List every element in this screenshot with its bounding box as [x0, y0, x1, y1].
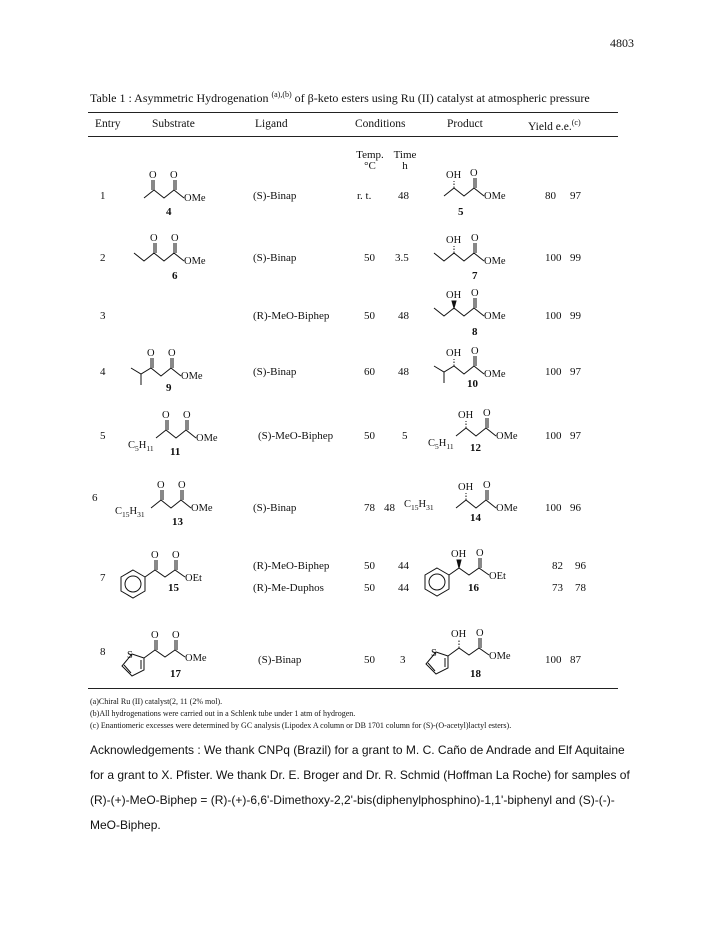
page-number: 4803 — [610, 36, 634, 50]
ee-4: 97 — [570, 366, 581, 378]
caption-prefix: Table 1 : Asymmetric Hydrogenation — [90, 91, 272, 105]
temp-6: 78 — [364, 502, 375, 514]
svg-text:O: O — [162, 410, 170, 421]
product-5-structure — [438, 168, 518, 208]
subheader-time: Time h — [393, 149, 417, 172]
entry-2: 2 — [100, 252, 106, 264]
svg-text:OH: OH — [446, 170, 462, 181]
ee-3: 99 — [570, 310, 581, 322]
svg-text:O: O — [476, 628, 484, 639]
svg-text:OMe: OMe — [484, 311, 506, 322]
product-8-structure — [428, 288, 518, 328]
svg-text:OMe: OMe — [184, 193, 206, 204]
substrate-9-number: 9 — [166, 382, 172, 394]
caption-suffix: of β-keto esters using Ru (II) catalyst at atmospheric pressure — [291, 91, 590, 105]
product-12-number: 12 — [470, 442, 481, 454]
time-7b: 44 — [398, 582, 409, 594]
yield-7b: 73 — [552, 582, 563, 594]
substrate-6-number: 6 — [172, 270, 178, 282]
substrate-11-number: 11 — [170, 446, 181, 458]
entry-5: 5 — [100, 430, 106, 442]
time-3: 48 — [398, 310, 409, 322]
svg-text:OH: OH — [446, 235, 462, 246]
ee-5: 97 — [570, 430, 581, 442]
temp-7a: 50 — [364, 560, 375, 572]
entry-6: 6 — [92, 492, 98, 504]
ee-8: 87 — [570, 654, 581, 666]
svg-text:O: O — [172, 630, 180, 641]
product-16-number: 16 — [468, 582, 479, 594]
yield-ee-label: Yield e.e. — [528, 120, 572, 133]
entry-1: 1 — [100, 190, 106, 202]
substrate-15-structure — [118, 548, 218, 608]
temp-5: 50 — [364, 430, 375, 442]
substrate-15-number: 15 — [168, 582, 179, 594]
ligand-4: (S)-Binap — [253, 366, 297, 378]
ee-6: 96 — [570, 502, 581, 514]
temp-2: 50 — [364, 252, 375, 264]
svg-text:OMe: OMe — [185, 653, 207, 664]
table-top-rule — [88, 112, 618, 113]
svg-text:OMe: OMe — [496, 431, 518, 442]
svg-text:OMe: OMe — [484, 369, 506, 380]
svg-text:OMe: OMe — [484, 256, 506, 267]
svg-text:OH: OH — [446, 348, 462, 359]
svg-text:O: O — [172, 550, 180, 561]
temp-1: r. t. — [357, 190, 372, 202]
svg-text:C15H31: $C_{15}H_{31}$ — [115, 506, 145, 519]
substrate-13-number: 13 — [172, 516, 183, 528]
ligand-3: (R)-MeO-Biphep — [253, 310, 330, 322]
yield-ee-footnote-mark: (c) — [571, 118, 581, 127]
svg-text:O: O — [178, 480, 186, 491]
ligand-5: (S)-MeO-Biphep — [258, 430, 334, 442]
header-ligand: Ligand — [255, 118, 288, 130]
svg-text:O: O — [149, 170, 157, 181]
acknowledgements: Acknowledgements : We thank CNPq (Brazil) for a grant to M. C. Caño de Andrade and Elf Aquitaine for a grant to X. Pfister. We thank Dr. E. Broger and Dr. R. Schmid (Hoffman La Roche) for samples of (R)-(+)-MeO-Biphep = (R)-(+)-6,6'-Dimethoxy-2,2'-bis(diphenylphosphino)-1,1'-biphenyl and (S)-(-)-MeO-Biphep. — [90, 743, 630, 832]
footnote-c: (c) Enantiomeric excesses were determined by GC analysis (Lipodex A column or DB 1701 column for (S)-(O-acetyl)lactyl esters). — [90, 721, 512, 730]
ee-1: 97 — [570, 190, 581, 202]
svg-text:O: O — [483, 480, 491, 491]
entry-7: 7 — [100, 572, 106, 584]
svg-text:O: O — [471, 288, 479, 299]
svg-text:OMe: OMe — [484, 191, 506, 202]
svg-text:O: O — [171, 233, 179, 244]
yield-5: 100 — [545, 430, 562, 442]
product-18-number: 18 — [470, 668, 481, 680]
temp-3: 50 — [364, 310, 375, 322]
ligand-2: (S)-Binap — [253, 252, 297, 264]
substrate-17-structure — [118, 628, 218, 683]
yield-4: 100 — [545, 366, 562, 378]
svg-text:O: O — [157, 480, 165, 491]
yield-8: 100 — [545, 654, 562, 666]
time-8: 3 — [400, 654, 406, 666]
product-5-number: 5 — [458, 206, 464, 218]
svg-text:OEt: OEt — [489, 571, 506, 582]
svg-text:O: O — [168, 348, 176, 359]
svg-text:O: O — [150, 233, 158, 244]
product-14-structure — [404, 480, 524, 530]
ee-7b: 78 — [575, 582, 586, 594]
svg-text:OH: OH — [451, 629, 467, 640]
ligand-7a: (R)-MeO-Biphep — [253, 560, 330, 572]
svg-text:OEt: OEt — [185, 573, 202, 584]
svg-text:O: O — [170, 170, 178, 181]
svg-text:OMe: OMe — [191, 503, 213, 514]
svg-text:O: O — [471, 233, 479, 244]
svg-text:O: O — [183, 410, 191, 421]
footnote-a: (a)Chiral Ru (II) catalyst(2, 11 (2% mol). — [90, 697, 223, 706]
svg-text:OMe: OMe — [496, 503, 518, 514]
substrate-13-structure — [115, 480, 225, 530]
yield-6: 100 — [545, 502, 562, 514]
yield-2: 100 — [545, 252, 562, 264]
time-4: 48 — [398, 366, 409, 378]
header-substrate: Substrate — [152, 118, 195, 130]
header-yield-ee — [528, 118, 581, 133]
product-10-number: 10 — [467, 378, 478, 390]
svg-text:S: S — [431, 648, 437, 659]
ligand-1: (S)-Binap — [253, 190, 297, 202]
header-product: Product — [447, 118, 483, 130]
yield-1: 80 — [545, 190, 556, 202]
svg-text:OH: OH — [458, 482, 474, 493]
ligand-8: (S)-Binap — [258, 654, 302, 666]
table-header-rule — [88, 136, 618, 137]
ee-2: 99 — [570, 252, 581, 264]
svg-text:OH: OH — [446, 290, 462, 301]
entry-4: 4 — [100, 366, 106, 378]
svg-text:OMe: OMe — [184, 256, 206, 267]
time-1: 48 — [398, 190, 409, 202]
ligand-6: (S)-Binap — [253, 502, 297, 514]
time-6: 48 — [384, 502, 395, 514]
substrate-4-structure — [138, 170, 208, 210]
ee-7a: 96 — [575, 560, 586, 572]
svg-text:O: O — [151, 630, 159, 641]
svg-text:C15H31: $C_{15}H_{31}$ — [404, 499, 434, 512]
subheader-temp: Temp. °C — [356, 149, 384, 172]
product-14-number: 14 — [470, 512, 481, 524]
svg-text:OMe: OMe — [489, 651, 511, 662]
svg-text:OH: OH — [451, 549, 467, 560]
product-8-number: 8 — [472, 326, 478, 338]
yield-3: 100 — [545, 310, 562, 322]
svg-text:O: O — [483, 408, 491, 419]
svg-text:O: O — [470, 168, 478, 179]
product-7-structure — [428, 233, 518, 273]
header-entry: Entry — [95, 118, 121, 130]
yield-7a: 82 — [552, 560, 563, 572]
caption-footnote-mark: (a),(b) — [271, 90, 292, 99]
svg-text:C5H11: $C_5H_{11}$ — [128, 440, 154, 453]
svg-text:OMe: OMe — [181, 371, 203, 382]
temp-7b: 50 — [364, 582, 375, 594]
svg-text:S: S — [127, 650, 133, 661]
svg-text:O: O — [476, 548, 484, 559]
svg-text:OMe: OMe — [196, 433, 218, 444]
svg-text:OH: OH — [458, 410, 474, 421]
footnote-b: (b)All hydrogenations were carried out in a Schlenk tube under 1 atm of hydrogen. — [90, 709, 356, 718]
entry-8: 8 — [100, 646, 106, 658]
svg-text:O: O — [471, 346, 479, 357]
temp-8: 50 — [364, 654, 375, 666]
substrate-17-number: 17 — [170, 668, 181, 680]
table-caption — [90, 90, 590, 106]
table-bottom-rule — [88, 688, 618, 689]
svg-text:O: O — [147, 348, 155, 359]
entry-3: 3 — [100, 310, 106, 322]
time-7a: 44 — [398, 560, 409, 572]
svg-text:C5H11: $C_5H_{11}$ — [428, 438, 454, 451]
product-16-structure — [422, 546, 522, 606]
substrate-6-structure — [128, 233, 218, 273]
time-2: 3.5 — [395, 252, 409, 264]
svg-text:O: O — [151, 550, 159, 561]
temp-4: 60 — [364, 366, 375, 378]
product-7-number: 7 — [472, 270, 478, 282]
substrate-4-number: 4 — [166, 206, 172, 218]
substrate-9-structure — [125, 348, 220, 393]
ligand-7b: (R)-Me-Duphos — [253, 582, 324, 594]
time-5: 5 — [402, 430, 408, 442]
header-conditions: Conditions — [355, 118, 406, 130]
